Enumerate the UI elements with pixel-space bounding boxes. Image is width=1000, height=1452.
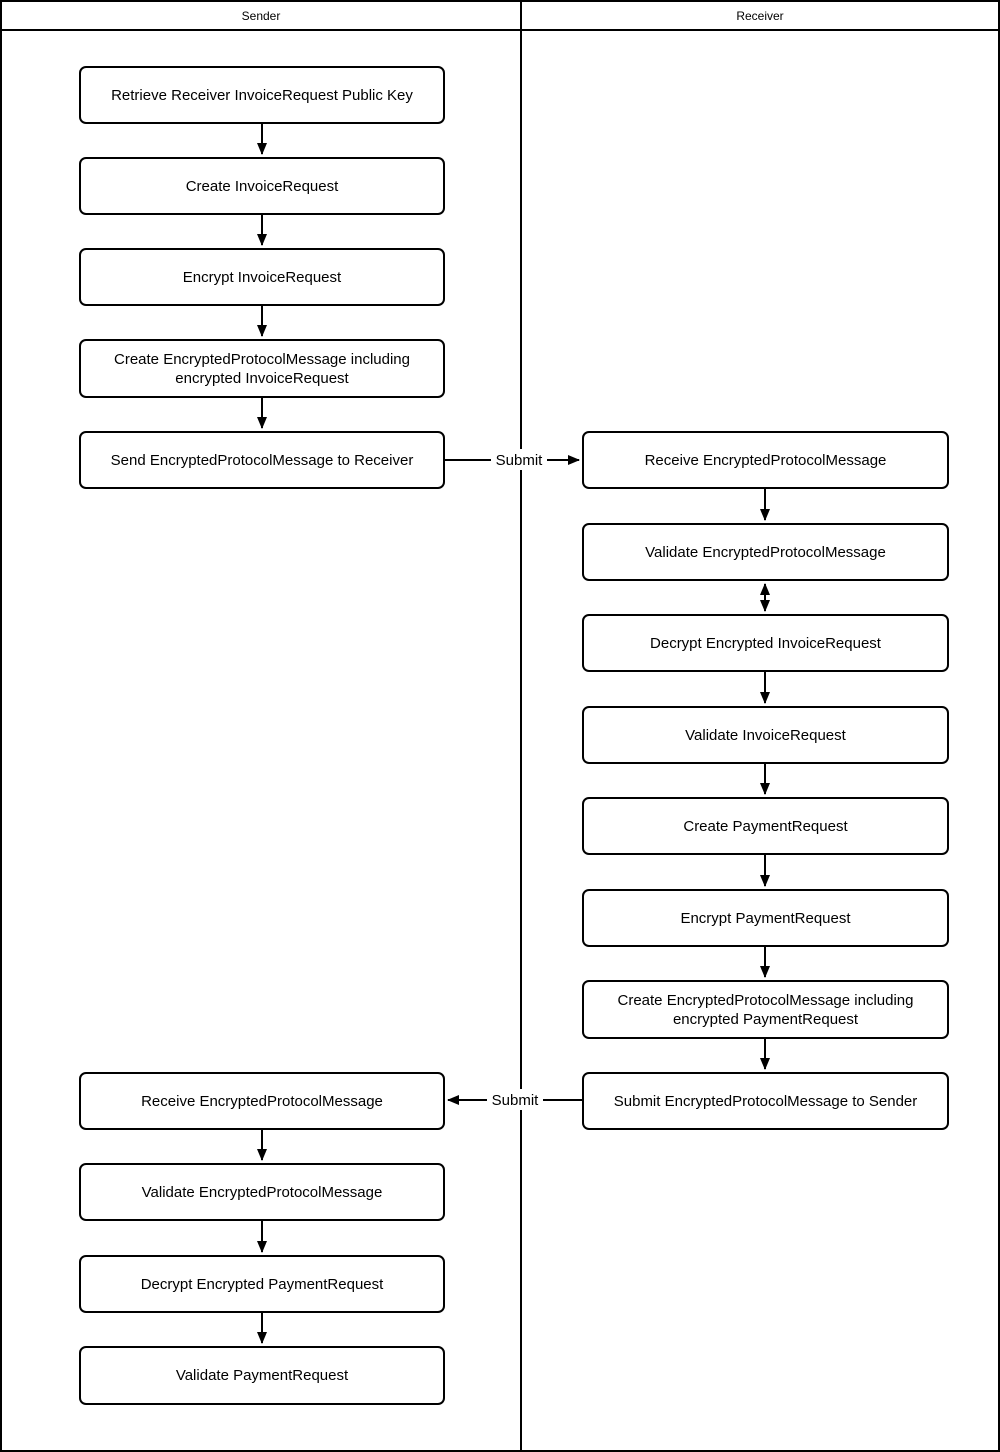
node-encrypt-paymentrequest: Encrypt PaymentRequest — [582, 889, 949, 947]
node-sender-validate-encryptedprotocolmessage: Validate EncryptedProtocolMessage — [79, 1163, 445, 1221]
node-create-paymentrequest: Create PaymentRequest — [582, 797, 949, 855]
lane-header-sender — [2, 2, 520, 30]
lane-header-receiver — [520, 2, 1000, 30]
node-sender-receive-encryptedprotocolmessage: Receive EncryptedProtocolMessage — [79, 1072, 445, 1130]
lane-title-sender: Sender — [241, 9, 281, 23]
submit-to-sender-label: Submit — [491, 1092, 539, 1109]
node-create-encryptedprotocolmessage-paymentrequest: Create EncryptedProtocolMessage including encrypted PaymentRequest — [582, 980, 949, 1039]
node-create-invoicerequest: Create InvoiceRequest — [79, 157, 445, 215]
node-send-encryptedprotocolmessage-to-receiver: Send EncryptedProtocolMessage to Receiver — [79, 431, 445, 489]
node-decrypt-encrypted-invoicerequest: Decrypt Encrypted InvoiceRequest — [582, 614, 949, 672]
node-validate-paymentrequest: Validate PaymentRequest — [79, 1346, 445, 1405]
submit-to-receiver-label: Submit — [495, 452, 543, 469]
node-retrieve-receiver-public-key: Retrieve Receiver InvoiceRequest Public Key — [79, 66, 445, 124]
node-validate-encryptedprotocolmessage: Validate EncryptedProtocolMessage — [582, 523, 949, 581]
lane-title-receiver: Receiver — [736, 9, 784, 23]
node-decrypt-encrypted-paymentrequest: Decrypt Encrypted PaymentRequest — [79, 1255, 445, 1313]
node-submit-encryptedprotocolmessage-to-sender: Submit EncryptedProtocolMessage to Sender — [582, 1072, 949, 1130]
node-receive-encryptedprotocolmessage: Receive EncryptedProtocolMessage — [582, 431, 949, 489]
node-validate-invoicerequest: Validate InvoiceRequest — [582, 706, 949, 764]
node-create-encryptedprotocolmessage-invoicerequest: Create EncryptedProtocolMessage including encrypted InvoiceRequest — [79, 339, 445, 398]
node-encrypt-invoicerequest: Encrypt InvoiceRequest — [79, 248, 445, 306]
